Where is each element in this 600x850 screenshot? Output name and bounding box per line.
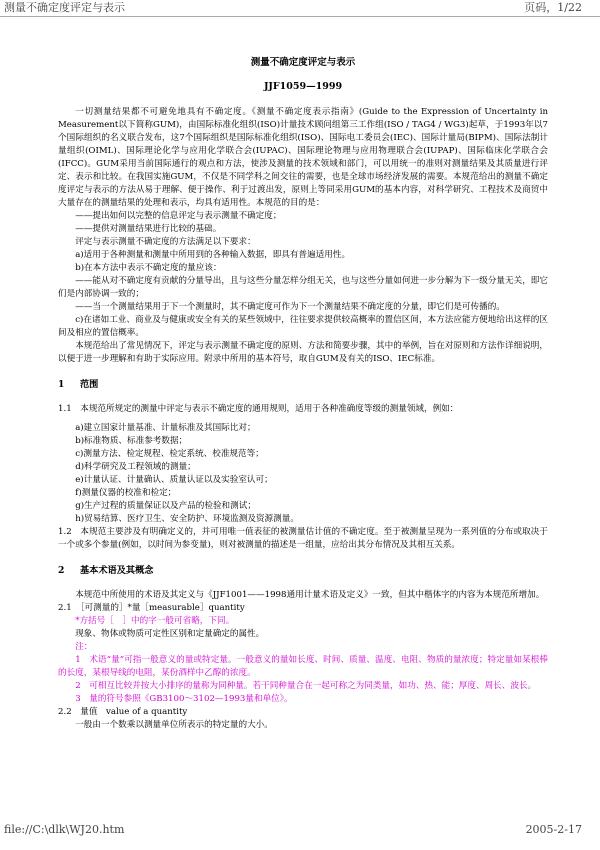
scope-item: d)科学研究及工程领域的测量； [75,462,196,472]
intro-dash-item: ——当一个测量结果用于下一个测量时，其不确定度可作为下一个测量结果不确定度的分量，即它们是可传播的。 [75,302,505,312]
term-2-2-heading: 2.2 量值 value of a quantity [58,707,188,717]
intro-requirements: 评定与表示测量不确定度的方法满足以下要求： [75,237,256,247]
term-2-1-note-1: 1 术语“量”可指一般意义的量或特定量。一般意义的量如长度、时间、质量、温度、电阻、物质的量浓度；特定量如某根棒的长度，某根导线的电阻，某份酒样中乙醇的浓度。 [58,655,548,678]
intro-paragraph: 一切测量结果都不可避免地具有不确定度。《测量不确定度表示指南》(Guide to the Expression of Uncertainty in Measurement以下简称GUM)，由国际标准化组织(ISO)计量技术顾问组第三工作组(ISO / TAG4 / WG3)起草，于1993年以7个国际组织的名义联合发布，这7个国际组织是国际标准化组织(ISO)、国际电工委员会(IEC)、国际计量局(BIPM)、国际法制计量组织(OIML)、国际理论化学与应用化学联合会(IUPAC)、国际理论物理与应用物理联合会(IUPAP)、国际临床化学联合会(IFCC)。GUM采用当前国际通行的观点和方法，使涉及测量的技术领域和部门，可以用统一的准则对测量结果及其质量进行评定、表示和比较。在我国实施GUM，不仅是不同学科之间交往的需要，也是全球市场经济发展的需要。本规范给出的测量不确定度评定与表示的方法从易于理解、便于操作、利于过渡出发，原则上等同采用GUM的基本内容，对科学研究、工程技术及商贸中大量存在的测量结果的处理和表示，均具有适用性。本规范的目的是： [58,107,548,208]
section-2-intro: 本规范中所使用的术语及其定义与《JJF1001——1998通用计量术语及定义》一致，但其中楷体字的内容为本规范所增加。 [75,590,545,600]
scope-item: e)计量认证、计量确认、质量认证以及实验室认可； [75,475,273,485]
section-2-title: 基本术语及其概念 [80,565,154,576]
section-1-heading [58,378,548,391]
scope-item: b)标准物质、标准参考数据； [75,436,188,446]
page-footer [0,822,600,838]
scope-item: g)生产过程的质量保证以及产品的检验和测试； [75,501,256,511]
term-2-1-definition: 现象、物体或物质可定性区别和定量确定的属性。 [75,629,265,639]
intro-dash-item: ——提出如何以完整的信息评定与表示测量不确定度； [75,211,282,221]
scope-item: a)建立国家计量基准、计量标准及其国际比对； [75,423,256,433]
term-2-1-heading: 2.1 ［可测量的］*量［measurable］quantity [58,603,245,613]
section-2-heading [58,564,548,577]
header-title: 测量不确定度评定与表示 [4,1,125,14]
term-2-1-note-3: 3 量的符号参照《GB3100～3102—1993量和单位》。 [75,694,293,704]
footer-file-path: file://C:\dlk\WJ20.htm [4,823,125,836]
scope-item: h)贸易结算、医疗卫生、安全防护、环境监测及资源测量。 [75,514,299,524]
intro-dash-item: ——能从对不确定度有贡献的分量导出，且与这些分量怎样分组无关，也与这些分量如何进一步分解为下一级分量无关，即它们是内部协调一致的； [58,276,548,299]
intro-item-c: c)在诸如工业、商业及与健康或安全有关的某些领域中，往往要求提供较高概率的置信区间，本方法应能方便地给出这样的区间及相应的置信概率。 [58,315,548,338]
footer-date: 2005-2-17 [525,823,582,836]
term-2-1-note-label: 注： [75,642,93,652]
clause-1-2: 1.2 本规范主要涉及有明确定义的，并可用唯一值表征的被测量估计值的不确定度。至于被测量呈现为一系列值的分布或取决于一个或多个参量(例如，以时间为参变量)，则对被测量的描述是一组量，应给出其分布情况及其相互关系。 [58,527,548,550]
intro-item-b: b)在本方法中表示不确定度的量应该： [75,263,222,273]
document-body [58,56,548,732]
scope-item: c)测量方法、检定规程、检定系统、校准规范等； [75,449,264,459]
term-2-2-definition: 一般由一个数乘以测量单位所表示的特定量的大小。 [75,720,273,730]
section-1-number: 1 [58,379,65,390]
section-1-title: 范围 [80,379,99,390]
document-title: 测量不确定度评定与表示 [250,57,356,68]
intro-closing: 本规范给出了常见情况下，评定与表示测量不确定度的原则、方法和简要步骤，其中的举例，旨在对原则和方法作详细说明，以便于进一步理解和有助于实际应用。附录中所用的基本符号，取自GUM及有关的ISO、IEC标准。 [58,341,548,364]
clause-1-1: 1.1 本规范所规定的测量中评定与表示不确定度的通用规则，适用于各种准确度等级的测量领域，例如： [58,404,459,414]
intro-dash-item: ——提供对测量结果进行比较的基础。 [75,224,222,234]
term-2-1-footnote: *方括号［ ］中的字一般可省略，下同。 [75,616,235,626]
document-code: JJF1059—1999 [263,81,343,92]
header-page-number: 页码，1/22 [524,1,582,14]
section-2-number: 2 [58,565,65,576]
scope-item: f)测量仪器的校准和检定； [75,488,177,498]
intro-item-a: a)适用于各种测量和测量中所用到的各种输入数据，即具有普遍适用性。 [75,250,351,260]
page-header [0,0,600,17]
term-2-1-note-2: 2 可相互比较并按大小排序的量称为同种量。若干同种量合在一起可称之为同类量，如功、热、能；厚度、周长、波长。 [75,681,537,691]
